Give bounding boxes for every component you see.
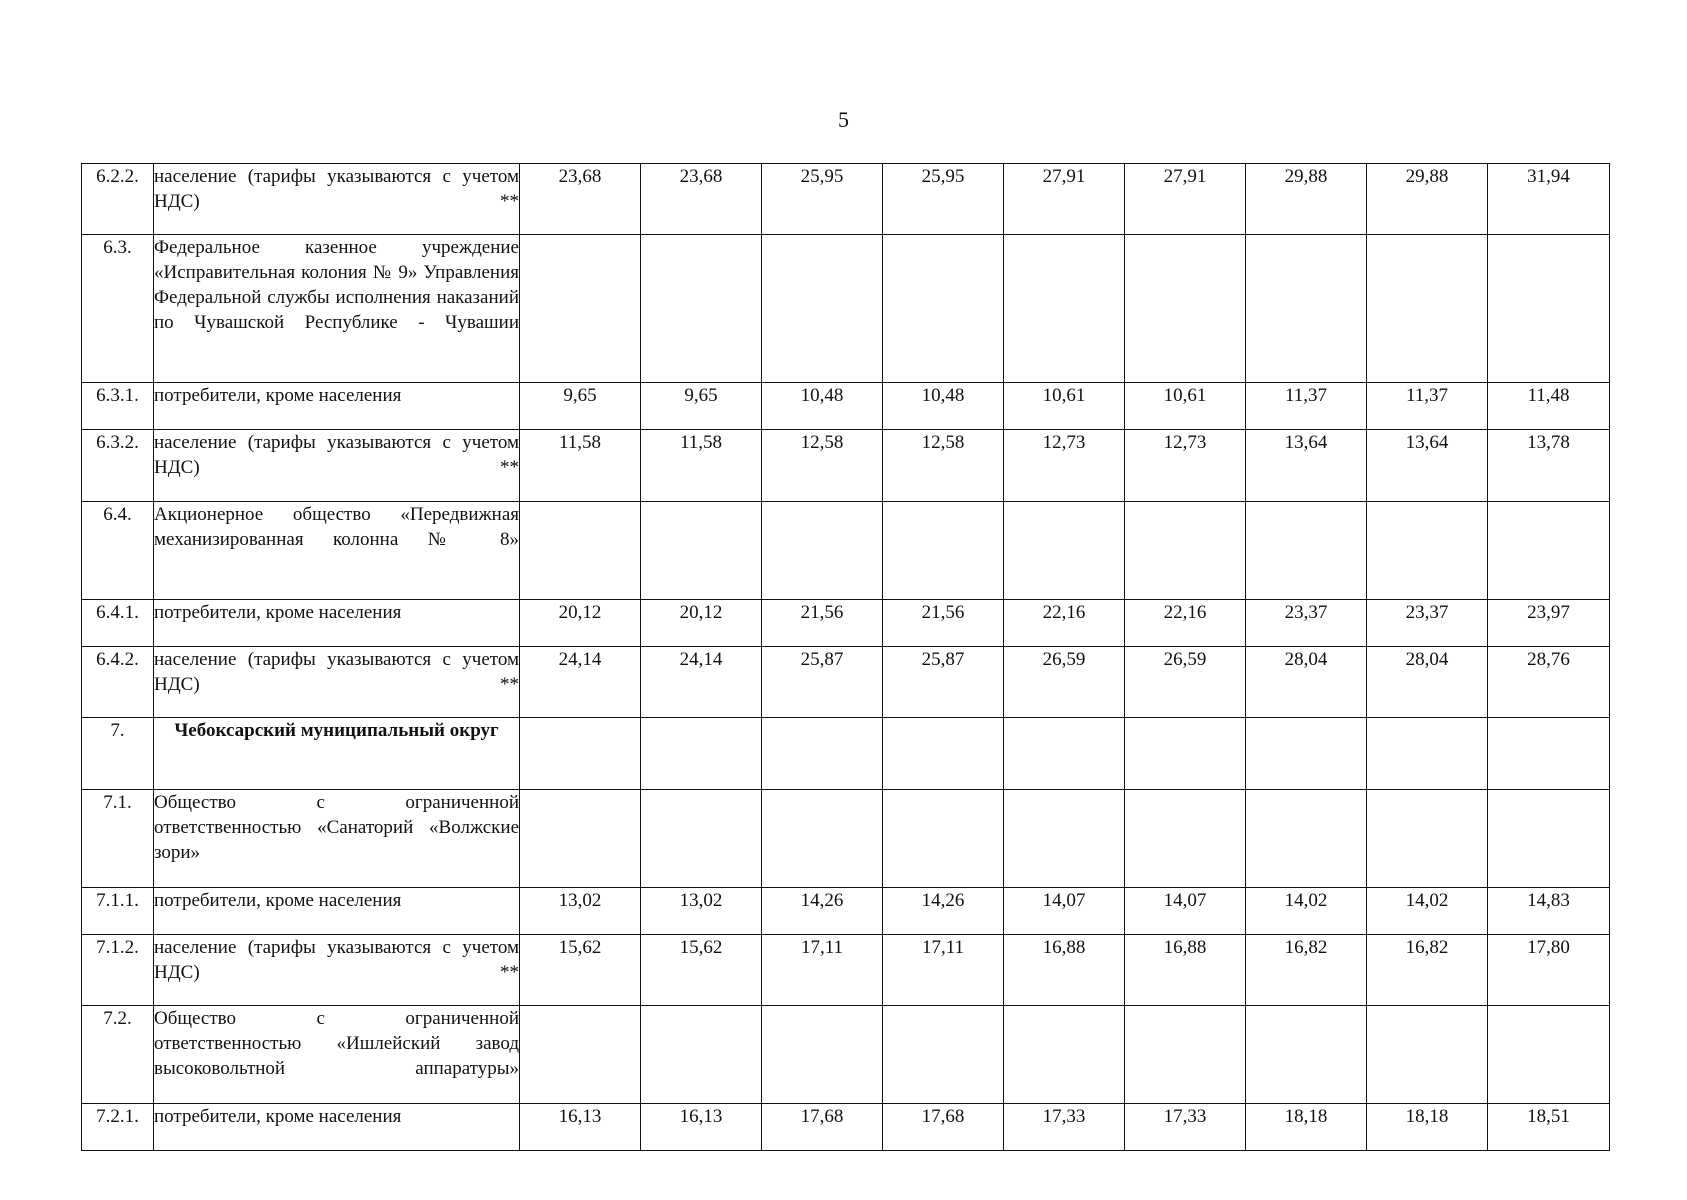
tariff-value-cell: 17,11: [883, 935, 1004, 1006]
tariff-value-cell: 25,95: [762, 164, 883, 235]
table-row: [82, 1104, 1610, 1151]
row-number: 6.4.2.: [82, 647, 154, 718]
tariff-value-cell: 11,58: [520, 430, 641, 502]
tariff-value-cell: 11,37: [1367, 383, 1488, 430]
tariff-value-cell: 10,61: [1125, 383, 1246, 430]
row-description: потребители, кроме населения: [154, 600, 520, 647]
row-description: потребители, кроме населения: [154, 888, 520, 935]
tariff-value-cell: 20,12: [641, 600, 762, 647]
table-row: [82, 600, 1610, 647]
tariff-value-cell: 10,48: [762, 383, 883, 430]
row-number: 7.1.2.: [82, 935, 154, 1006]
tariff-value-cell: [520, 1006, 641, 1104]
tariff-value-cell: 21,56: [762, 600, 883, 647]
tariff-value-cell: 10,48: [883, 383, 1004, 430]
tariff-value-cell: 22,16: [1125, 600, 1246, 647]
tariff-value-cell: [641, 718, 762, 790]
tariff-value-cell: [1125, 235, 1246, 383]
tariff-value-cell: [1004, 718, 1125, 790]
tariff-value-cell: 9,65: [520, 383, 641, 430]
tariff-value-cell: [520, 502, 641, 600]
tariff-value-cell: 14,02: [1246, 888, 1367, 935]
row-description: население (тарифы указываются с учетом НДС) **: [154, 935, 520, 1006]
tariff-value-cell: 18,18: [1246, 1104, 1367, 1151]
tariff-value-cell: [883, 1006, 1004, 1104]
tariff-value-cell: 29,88: [1246, 164, 1367, 235]
tariff-value-cell: 13,78: [1488, 430, 1610, 502]
tariff-value-cell: [520, 718, 641, 790]
tariff-value-cell: [641, 502, 762, 600]
tariff-value-cell: 12,73: [1004, 430, 1125, 502]
tariff-value-cell: 25,95: [883, 164, 1004, 235]
table-row: [82, 935, 1610, 1006]
tariff-value-cell: 18,18: [1367, 1104, 1488, 1151]
tariff-value-cell: 14,26: [883, 888, 1004, 935]
tariff-value-cell: [1004, 1006, 1125, 1104]
tariff-value-cell: 17,68: [883, 1104, 1004, 1151]
tariff-value-cell: [641, 790, 762, 888]
tariff-value-cell: [1004, 235, 1125, 383]
tariff-value-cell: [1488, 1006, 1610, 1104]
tariff-value-cell: [1367, 718, 1488, 790]
table-row: [82, 790, 1610, 888]
tariff-value-cell: [762, 790, 883, 888]
row-description: Общество с ограниченной ответственностью «Санаторий «Волжские зори»: [154, 790, 520, 888]
tariff-value-cell: 15,62: [641, 935, 762, 1006]
page-number: 5: [838, 107, 849, 132]
tariff-value-cell: 23,37: [1367, 600, 1488, 647]
tariff-value-cell: [1367, 790, 1488, 888]
tariff-value-cell: [1488, 718, 1610, 790]
tariff-value-cell: 25,87: [762, 647, 883, 718]
tariff-value-cell: 16,13: [520, 1104, 641, 1151]
row-description: население (тарифы указываются с учетом НДС) **: [154, 430, 520, 502]
row-description: потребители, кроме населения: [154, 383, 520, 430]
tariff-value-cell: [883, 235, 1004, 383]
tariff-value-cell: [1367, 1006, 1488, 1104]
tariff-value-cell: 24,14: [641, 647, 762, 718]
tariff-value-cell: [1246, 235, 1367, 383]
tariff-value-cell: [1246, 502, 1367, 600]
tariff-value-cell: 18,51: [1488, 1104, 1610, 1151]
row-number: 6.3.2.: [82, 430, 154, 502]
tariff-value-cell: 24,14: [520, 647, 641, 718]
tariff-value-cell: 28,04: [1367, 647, 1488, 718]
tariff-value-cell: [1125, 718, 1246, 790]
tariff-table: [81, 163, 1610, 1151]
tariff-value-cell: 9,65: [641, 383, 762, 430]
row-description: население (тарифы указываются с учетом НДС) **: [154, 164, 520, 235]
row-description: население (тарифы указываются с учетом НДС) **: [154, 647, 520, 718]
table-row: [82, 235, 1610, 383]
tariff-value-cell: [762, 718, 883, 790]
tariff-value-cell: 17,80: [1488, 935, 1610, 1006]
tariff-value-cell: 11,37: [1246, 383, 1367, 430]
tariff-value-cell: 12,58: [762, 430, 883, 502]
tariff-value-cell: 16,88: [1004, 935, 1125, 1006]
tariff-value-cell: 27,91: [1125, 164, 1246, 235]
tariff-value-cell: 23,97: [1488, 600, 1610, 647]
tariff-value-cell: 31,94: [1488, 164, 1610, 235]
row-description: Акционерное общество «Передвижная механизированная колонна № 8»: [154, 502, 520, 600]
row-number: 7.1.1.: [82, 888, 154, 935]
row-number: 7.1.: [82, 790, 154, 888]
row-number: 6.3.1.: [82, 383, 154, 430]
tariff-value-cell: [883, 718, 1004, 790]
tariff-value-cell: [1125, 502, 1246, 600]
row-description: Федеральное казенное учреждение «Исправительная колония № 9» Управления Федеральной службы исполнения наказаний по Чувашской Республике - Чувашии: [154, 235, 520, 383]
tariff-value-cell: [1125, 1006, 1246, 1104]
row-number: 6.2.2.: [82, 164, 154, 235]
tariff-value-cell: [1488, 790, 1610, 888]
tariff-value-cell: 13,02: [641, 888, 762, 935]
tariff-value-cell: [1004, 790, 1125, 888]
tariff-value-cell: 11,58: [641, 430, 762, 502]
table-row: [82, 430, 1610, 502]
tariff-value-cell: 12,73: [1125, 430, 1246, 502]
row-number: 7.2.: [82, 1006, 154, 1104]
tariff-value-cell: 16,82: [1367, 935, 1488, 1006]
tariff-value-cell: [1488, 235, 1610, 383]
section-heading: Чебоксарский муниципальный округ: [154, 718, 520, 790]
tariff-value-cell: 17,33: [1004, 1104, 1125, 1151]
tariff-value-cell: 17,68: [762, 1104, 883, 1151]
table-row: [82, 1006, 1610, 1104]
tariff-value-cell: 13,64: [1367, 430, 1488, 502]
row-number: 7.2.1.: [82, 1104, 154, 1151]
tariff-value-cell: [1367, 502, 1488, 600]
table-row: [82, 383, 1610, 430]
tariff-value-cell: [1246, 1006, 1367, 1104]
tariff-value-cell: 28,04: [1246, 647, 1367, 718]
tariff-value-cell: 14,07: [1125, 888, 1246, 935]
row-number: 6.4.: [82, 502, 154, 600]
tariff-table-body: [82, 164, 1610, 1151]
tariff-value-cell: [1246, 718, 1367, 790]
tariff-value-cell: 16,88: [1125, 935, 1246, 1006]
table-row: [82, 164, 1610, 235]
tariff-value-cell: [883, 502, 1004, 600]
tariff-value-cell: 28,76: [1488, 647, 1610, 718]
tariff-value-cell: 14,07: [1004, 888, 1125, 935]
table-row: [82, 718, 1610, 790]
tariff-value-cell: 27,91: [1004, 164, 1125, 235]
tariff-value-cell: 20,12: [520, 600, 641, 647]
row-number: 7.: [82, 718, 154, 790]
tariff-value-cell: 16,82: [1246, 935, 1367, 1006]
tariff-value-cell: [762, 1006, 883, 1104]
table-row: [82, 502, 1610, 600]
tariff-value-cell: [762, 235, 883, 383]
tariff-value-cell: [1367, 235, 1488, 383]
tariff-value-cell: 29,88: [1367, 164, 1488, 235]
row-description: потребители, кроме населения: [154, 1104, 520, 1151]
table-row: [82, 647, 1610, 718]
tariff-value-cell: [641, 1006, 762, 1104]
tariff-value-cell: 25,87: [883, 647, 1004, 718]
tariff-value-cell: 13,64: [1246, 430, 1367, 502]
tariff-value-cell: [883, 790, 1004, 888]
row-number: 6.4.1.: [82, 600, 154, 647]
tariff-value-cell: 12,58: [883, 430, 1004, 502]
tariff-value-cell: [1004, 502, 1125, 600]
tariff-value-cell: 14,26: [762, 888, 883, 935]
tariff-value-cell: 23,68: [641, 164, 762, 235]
tariff-value-cell: [520, 790, 641, 888]
tariff-value-cell: 11,48: [1488, 383, 1610, 430]
tariff-value-cell: 14,83: [1488, 888, 1610, 935]
tariff-value-cell: [1246, 790, 1367, 888]
table-row: [82, 888, 1610, 935]
tariff-value-cell: 22,16: [1004, 600, 1125, 647]
tariff-value-cell: 26,59: [1125, 647, 1246, 718]
tariff-value-cell: [520, 235, 641, 383]
row-number: 6.3.: [82, 235, 154, 383]
tariff-value-cell: 16,13: [641, 1104, 762, 1151]
tariff-value-cell: 15,62: [520, 935, 641, 1006]
tariff-value-cell: [1125, 790, 1246, 888]
tariff-value-cell: 14,02: [1367, 888, 1488, 935]
tariff-value-cell: 10,61: [1004, 383, 1125, 430]
tariff-value-cell: 23,68: [520, 164, 641, 235]
tariff-value-cell: [1488, 502, 1610, 600]
tariff-value-cell: 13,02: [520, 888, 641, 935]
tariff-value-cell: 17,11: [762, 935, 883, 1006]
tariff-value-cell: [641, 235, 762, 383]
tariff-value-cell: 26,59: [1004, 647, 1125, 718]
row-description: Общество с ограниченной ответственностью «Ишлейский завод высоковольтной аппаратуры»: [154, 1006, 520, 1104]
tariff-value-cell: 21,56: [883, 600, 1004, 647]
tariff-value-cell: 17,33: [1125, 1104, 1246, 1151]
tariff-value-cell: 23,37: [1246, 600, 1367, 647]
tariff-value-cell: [762, 502, 883, 600]
